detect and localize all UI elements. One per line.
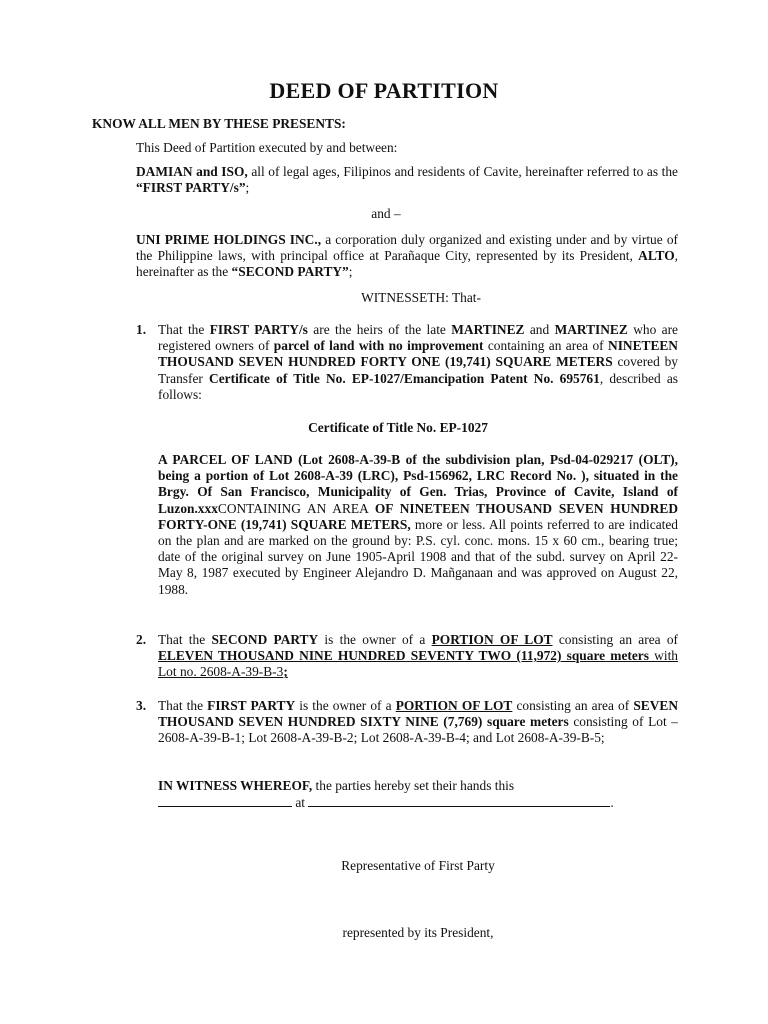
in-witness-paragraph	[158, 778, 678, 794]
item-1-t7: , described as follows:	[158, 370, 678, 402]
item-2-lot: with Lot no. 2608-A-39-B-3	[158, 648, 678, 680]
item-2-t1: That the	[158, 632, 212, 647]
president-signature-line: represented by its President,	[342, 925, 494, 940]
item-1-t4: who are registered owners of	[158, 322, 679, 354]
second-party-paragraph	[136, 232, 678, 281]
item-3-text	[158, 698, 678, 747]
document-title: DEED OF PARTITION	[269, 78, 499, 103]
item-3-t3: consisting an area of	[512, 698, 634, 713]
witnesseth: WITNESSETH: That-	[361, 290, 481, 305]
item-3-t4: consisting of Lot – 2608-A-39-B-1; Lot 2608-A-39-B-2; Lot 2608-A-39-B-4; and Lot 2608-A-39-B-5;	[158, 714, 678, 746]
item-2-t2: is the owner of a	[318, 632, 432, 647]
item-2-number: 2.	[136, 632, 147, 647]
parcel-t1: CONTAINING AN AREA	[217, 500, 375, 516]
item-1-land: parcel of land with no improvement	[273, 338, 484, 354]
item-2-end: ;	[283, 664, 288, 680]
intro-heading: KNOW ALL MEN BY THESE PRESENTS:	[92, 116, 346, 131]
parcel-description	[158, 452, 678, 598]
first-party-end: ;	[245, 180, 250, 196]
second-party-name: UNI PRIME HOLDINGS INC.,	[136, 232, 322, 247]
intro-line: This Deed of Partition executed by and between:	[136, 140, 398, 155]
first-party-paragraph	[136, 164, 678, 196]
date-place-line	[158, 795, 678, 811]
at-text: at	[292, 795, 309, 810]
first-party-representative: Representative of First Party	[341, 858, 495, 873]
and-line: and –	[371, 206, 401, 221]
item-3-portion: PORTION OF LOT	[395, 698, 513, 713]
item-1-first-party: FIRST PARTY/s	[209, 322, 308, 337]
parcel-b1: A PARCEL OF LAND (Lot 2608-A-39-B of the subdivision plan, Psd-04-029217 (OLT), being a portion of Lot 2608-A-39 (LRC), Psd-156962, LRC Record No. ), situated in the Brgy. Of San Francisco, Municipality of Gen. Trias, Province of Cavite, Island of Luzon.xxx	[158, 452, 678, 516]
second-party-text: a corporation duly organized and existing under and by virtue of the Philippine laws, with principal office at Parañaque City, represented by its President,	[136, 232, 678, 264]
second-party-label: “SECOND PARTY”	[231, 264, 349, 280]
item-3-first-party: FIRST PARTY	[207, 698, 296, 713]
item-2-portion: PORTION OF LOT	[431, 632, 553, 647]
item-2-area: ELEVEN THOUSAND NINE HUNDRED SEVENTY TWO (11,972) square meters	[158, 648, 649, 664]
in-witness-heading: IN WITNESS WHEREOF,	[158, 778, 313, 793]
item-1-t5: containing an area of	[483, 338, 609, 354]
item-3-t2: is the owner of a	[295, 698, 396, 713]
item-3-number: 3.	[136, 698, 147, 713]
item-1-t1: That the	[158, 322, 210, 337]
certificate-heading: Certificate of Title No. EP-1027	[308, 420, 488, 435]
item-3-area: SEVEN THOUSAND SEVEN HUNDRED SIXTY NINE (7,769) square meters	[158, 698, 678, 730]
second-party-end: ;	[348, 264, 353, 280]
first-party-names: DAMIAN and ISO,	[136, 164, 248, 179]
item-2-text	[158, 632, 678, 681]
first-party-text: all of legal ages, Filipinos and residents of Cavite, hereinafter referred to as the	[247, 164, 678, 179]
item-1-area: NINETEEN THOUSAND SEVEN HUNDRED FORTY ONE (19,741) SQUARE METERS	[158, 338, 678, 370]
item-3-t1: That the	[158, 698, 208, 713]
place-blank[interactable]	[308, 795, 610, 807]
first-party-label: “FIRST PARTY/s”	[136, 180, 246, 196]
in-witness-text: the parties hereby set their hands this	[312, 778, 515, 793]
item-2-t3: consisting an area of	[552, 632, 679, 647]
item-1-text	[158, 322, 678, 403]
item-1-t2: are the heirs of the late	[307, 322, 452, 337]
item-1-t3: and	[524, 322, 555, 337]
second-party-president: ALTO	[638, 248, 675, 264]
item-2-second-party: SECOND PARTY	[211, 632, 319, 647]
item-1-number: 1.	[136, 322, 147, 337]
parcel-t2: more or less. All points referred to are indicated on the plan and are marked on the ground by: P.S. cyl. conc. mons. 15 x 60 cm., bearing true; date of the original survey on June 1905-April 1908 and that of the subd. survey on April 22-May 8, 1987 executed by Engineer Alejandro D. Mañganaan and was approved on August 22, 1988.	[158, 516, 678, 597]
parcel-area: OF NINETEEN THOUSAND SEVEN HUNDRED FORTY-ONE (19,741) SQUARE METERS,	[158, 500, 678, 532]
item-1-t6: covered by Transfer	[158, 354, 678, 386]
date-blank[interactable]	[158, 795, 292, 807]
item-1-heir-1: MARTINEZ	[451, 322, 525, 337]
date-place-end: .	[610, 795, 614, 810]
item-1-heir-2: MARTINEZ	[554, 322, 628, 337]
second-party-text2: , hereinafter as the	[136, 248, 678, 280]
item-1-title-no: Certificate of Title No. EP-1027/Emancipation Patent No. 695761	[209, 370, 600, 386]
